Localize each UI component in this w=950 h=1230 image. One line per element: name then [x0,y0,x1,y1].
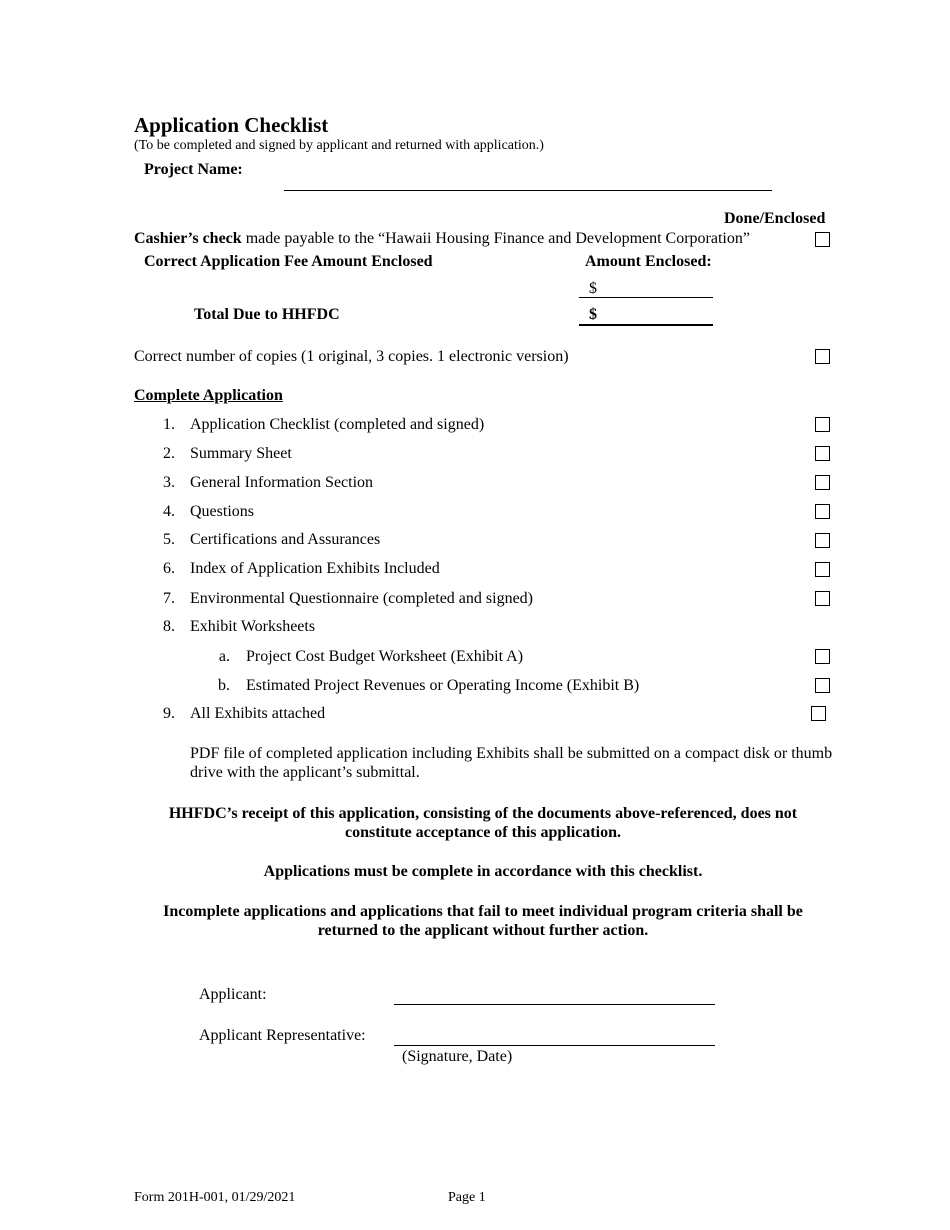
representative-signature-field[interactable] [394,1045,715,1046]
item-label: Index of Application Exhibits Included [190,560,440,577]
item-label: Questions [190,503,254,520]
done-enclosed-header: Done/Enclosed [724,210,826,227]
item-number: 6. [163,560,175,577]
page-title: Application Checklist [134,113,329,137]
item-7-checkbox[interactable] [815,591,830,606]
item-5-checkbox[interactable] [815,533,830,548]
cashiers-check-rest: made payable to the “Hawaii Housing Finance and Development Corporation” [241,230,750,247]
copies-checkbox[interactable] [815,349,830,364]
item-label: All Exhibits attached [190,705,326,722]
item-8b-checkbox[interactable] [815,678,830,693]
item-6-checkbox[interactable] [815,562,830,577]
pdf-note: PDF file of completed application including Exhibits shall be submitted on a compact disk or thumb drive with the applicant’s submittal. [190,745,833,781]
representative-label: Applicant Representative: [199,1027,366,1044]
complete-application-heading: Complete Application [134,387,283,404]
total-dollar-sign: $ [589,306,597,323]
item-label: Application Checklist (completed and signed) [190,416,485,433]
item-number: 5. [163,531,175,548]
item-number: 3. [163,474,175,491]
item-number: 4. [163,503,175,520]
item-number: 8. [163,618,175,635]
total-due-label: Total Due to HHFDC [194,306,340,323]
item-label: Environmental Questionnaire (completed and signed) [190,590,534,607]
sub-item-label: Project Cost Budget Worksheet (Exhibit A) [246,648,524,665]
item-number: 7. [163,590,175,607]
item-1-checkbox[interactable] [815,417,830,432]
page-subtitle: (To be completed and signed by applicant and returned with application.) [134,138,544,153]
item-label: Summary Sheet [190,445,292,462]
form-id: Form 201H-001, 01/29/2021 [134,1190,296,1205]
project-name-field[interactable] [284,190,772,191]
item-label: Certifications and Assurances [190,531,381,548]
item-2-checkbox[interactable] [815,446,830,461]
amount-enclosed-field[interactable] [579,297,713,298]
cashiers-check-bold: Cashier’s check [134,230,242,247]
amount-dollar-sign: $ [589,280,597,297]
applicant-signature-field[interactable] [394,1004,715,1005]
item-3-checkbox[interactable] [815,475,830,490]
item-number: 1. [163,416,175,433]
item-9-checkbox[interactable] [811,706,826,721]
cashiers-check-checkbox[interactable] [815,232,830,247]
copies-label: Correct number of copies (1 original, 3 copies. 1 electronic version) [134,348,569,365]
incomplete-notice: Incomplete applications and applications that fail to meet individual program criteria shall be returned to the applicant without further action. [163,903,803,939]
item-4-checkbox[interactable] [815,504,830,519]
item-number: 9. [163,705,175,722]
sub-item-label: Estimated Project Revenues or Operating Income (Exhibit B) [246,677,640,694]
total-due-field[interactable] [579,324,713,326]
page-number: Page 1 [448,1190,486,1205]
complete-notice: Applications must be complete in accordance with this checklist. [263,863,703,880]
signature-date-caption: (Signature, Date) [402,1048,513,1065]
receipt-notice: HHFDC’s receipt of this application, consisting of the documents above-referenced, does not constitute acceptance of this application. [168,805,798,841]
sub-item-letter: a. [218,648,230,665]
item-label: General Information Section [190,474,374,491]
cashiers-check-text [134,230,750,248]
item-number: 2. [163,445,175,462]
correct-fee-label: Correct Application Fee Amount Enclosed [144,253,433,270]
sub-item-letter: b. [218,677,230,694]
project-name-label: Project Name: [144,161,243,178]
item-8a-checkbox[interactable] [815,649,830,664]
item-label: Exhibit Worksheets [190,618,316,635]
amount-enclosed-label: Amount Enclosed: [585,253,712,270]
applicant-label: Applicant: [199,986,267,1003]
